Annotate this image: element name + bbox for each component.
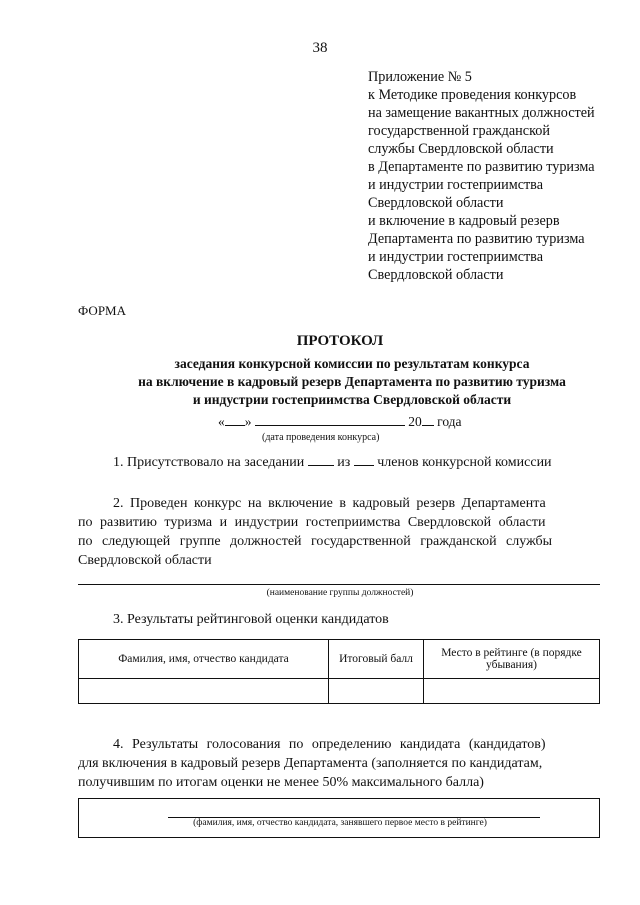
table-header-row [79, 640, 600, 679]
date-field [218, 414, 462, 430]
item-4-line: для включения в кадровый резерв Департамента (заполняется по кандидатам, [78, 756, 543, 771]
header-cell: Итоговый балл [329, 640, 424, 679]
item-1 [113, 455, 552, 471]
item-4 [78, 735, 608, 792]
candidate-caption: (фамилия, имя, отчество кандидата, занявшего первое место в рейтинге) [193, 818, 487, 828]
subtitle-line: на включение в кадровый резерв Департамента по развитию туризма [138, 374, 566, 389]
item-1-text: из [337, 455, 351, 470]
header-cell: Место в рейтинге (в порядке убывания) [424, 640, 600, 679]
page-number: 38 [312, 40, 328, 56]
appendix-line: Свердловской области [368, 267, 504, 283]
appendix-line: службы Свердловской области [368, 141, 554, 157]
date-caption: (дата проведения конкурса) [262, 432, 380, 443]
subtitle-line: заседания конкурсной комиссии по результатам конкурса [174, 356, 530, 371]
item-2-line: Свердловской области [78, 553, 212, 568]
appendix-line: и включение в кадровый резерв [368, 213, 560, 229]
item-2-line: 2. Проведен конкурс на включение в кадровый резерв Департамента [113, 496, 546, 511]
document-subtitle [0, 355, 640, 409]
item-3: 3. Результаты рейтинговой оценки кандидатов [113, 612, 389, 627]
item-2-line: по следующей группе должностей государственной гражданской службы [78, 534, 553, 549]
document-title: ПРОТОКОЛ [296, 333, 384, 349]
total-count-blank[interactable] [354, 465, 374, 466]
item-1-text: членов конкурсной комиссии [377, 455, 552, 470]
appendix-header [368, 68, 630, 284]
item-2-line: по развитию туризма и индустрии гостеприимства Свердловской области [78, 515, 546, 530]
year-prefix: 20 [408, 414, 422, 429]
table-cell[interactable] [329, 679, 424, 704]
form-label: ФОРМА [78, 303, 126, 318]
appendix-line: государственной гражданской [368, 123, 550, 139]
day-blank[interactable] [225, 425, 245, 426]
appendix-line: Департамента по развитию туризма [368, 231, 585, 247]
appendix-line: Приложение № 5 [368, 69, 472, 85]
appendix-line: и индустрии гостеприимства [368, 249, 543, 265]
date-close-quote: » [244, 414, 252, 429]
table-row [79, 679, 600, 704]
group-name-line[interactable] [78, 584, 600, 585]
item-4-line: 4. Результаты голосования по определению кандидата (кандидатов) [113, 737, 546, 752]
table-cell[interactable] [424, 679, 600, 704]
appendix-line: на замещение вакантных должностей [368, 105, 595, 121]
item-4-line: получившим по итогам оценки не менее 50% максимального балла) [78, 775, 484, 790]
table-cell[interactable] [79, 679, 329, 704]
item-1-text: 1. Присутствовало на заседании [113, 455, 305, 470]
appendix-line: Свердловской области [368, 195, 504, 211]
year-suffix: года [437, 414, 462, 429]
rating-table [78, 639, 600, 704]
date-open-quote: « [218, 414, 225, 429]
appendix-line: в Департаменте по развитию туризма [368, 159, 595, 175]
header-cell: Фамилия, имя, отчество кандидата [79, 640, 329, 679]
appendix-line: к Методике проведения конкурсов [368, 87, 577, 103]
group-caption: (наименование группы должностей) [266, 588, 414, 598]
present-count-blank[interactable] [308, 465, 334, 466]
month-blank[interactable] [255, 425, 405, 426]
appendix-line: и индустрии гостеприимства [368, 177, 543, 193]
year-blank[interactable] [422, 425, 434, 426]
subtitle-line: и индустрии гостеприимства Свердловской области [192, 392, 512, 407]
item-2 [78, 494, 608, 570]
